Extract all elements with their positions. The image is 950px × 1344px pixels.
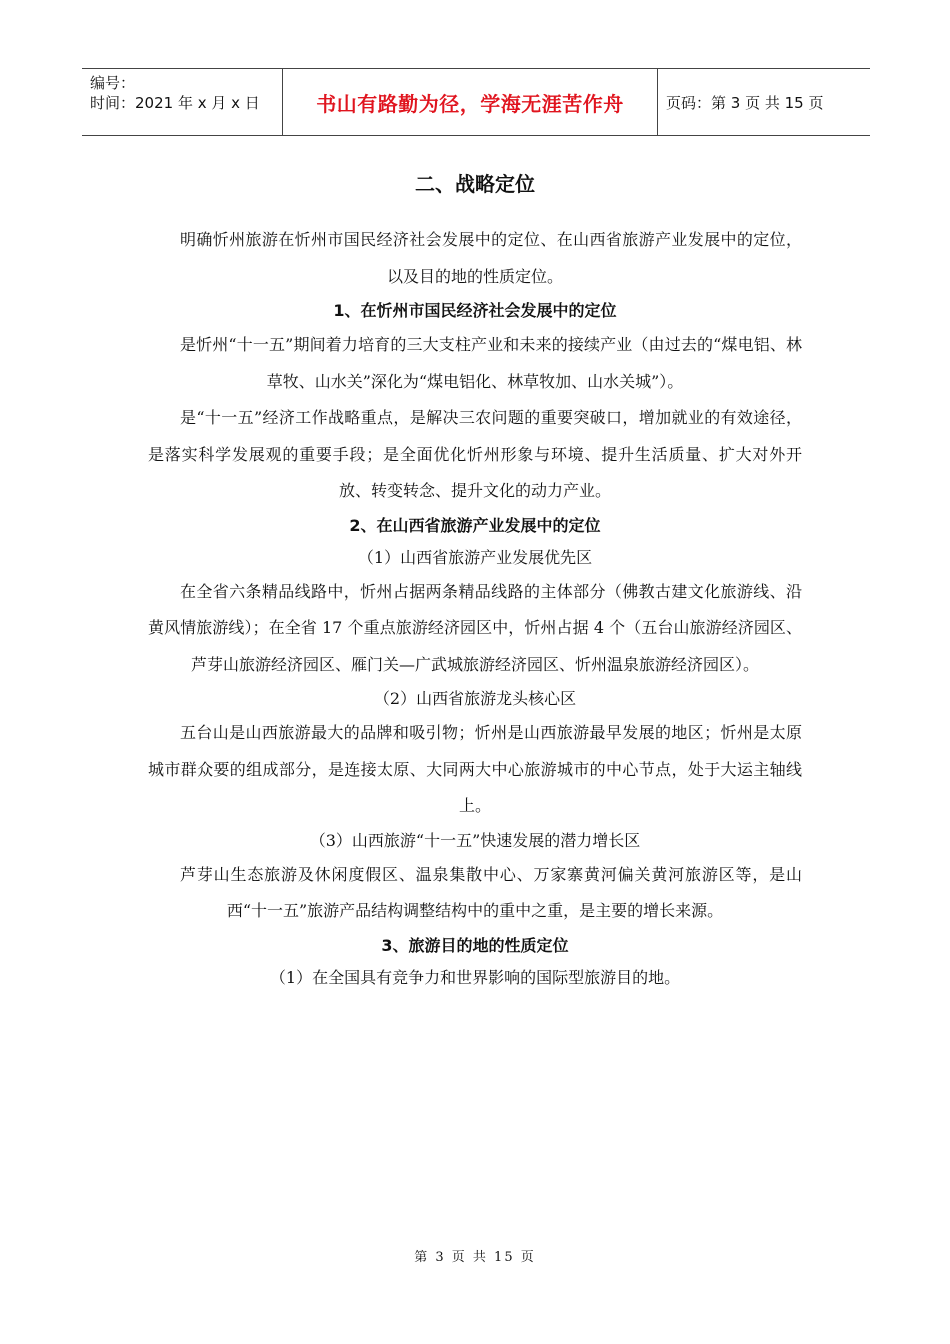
intro-paragraph: 明确忻州旅游在忻州市国民经济社会发展中的定位、在山西省旅游产业发展中的定位，以及目的地的性质定位。	[180, 230, 802, 286]
page-footer: 第 3 页 共 15 页	[414, 1250, 536, 1265]
section-3-heading: 3、旅游目的地的性质定位	[381, 935, 569, 955]
section-2-paragraph-2: 五台山是山西旅游最大的品牌和吸引物；忻州是山西旅游最早发展的地区；忻州是太原城市群众要的组成部分，是连接太原、大同两大中心旅游城市的中心节点，处于大运主轴线上。	[148, 723, 802, 815]
header-motto: 书山有路勤为径，学海无涯苦作舟	[282, 69, 658, 135]
code-label: 编号：	[90, 74, 136, 92]
header-page-info: 页码：第 3 页 共 15 页	[666, 93, 824, 112]
section-title: 二、战略定位	[415, 172, 535, 196]
section-2-heading: 2、在山西省旅游产业发展中的定位	[349, 515, 601, 535]
section-3-item-1: （1）在全国具有竞争力和世界影响的国际型旅游目的地。	[269, 967, 681, 987]
document-body	[148, 168, 802, 994]
header-meta	[82, 69, 282, 135]
date-label: 时间：2021 年 x 月 x 日	[90, 94, 260, 112]
section-1-heading: 1、在忻州市国民经济社会发展中的定位	[333, 301, 617, 320]
section-2-item-1: （1）山西省旅游产业发展优先区	[357, 547, 593, 567]
section-1-paragraph-2: 是“十一五”经济工作战略重点，是解决三农问题的重要突破口，增加就业的有效途径，是落实科学发展观的重要手段；是全面优化忻州形象与环境、提升生活质量、扩大对外开放、转变转念、提升文化的动力产业。	[148, 408, 802, 500]
page-header	[82, 68, 870, 136]
section-1-paragraph-1: 是忻州“十一五”期间着力培育的三大支柱产业和未来的接续产业（由过去的“煤电铝、林草牧、山水关”深化为“煤电铝化、林草牧加、山水关城”）。	[180, 335, 802, 391]
section-2-item-2: （2）山西省旅游龙头核心区	[373, 689, 577, 708]
section-2-paragraph-3: 芦芽山生态旅游及休闲度假区、温泉集散中心、万家寨黄河偏关黄河旅游区等，是山西“十一五”旅游产品结构调整结构中的重中之重，是主要的增长来源。	[180, 864, 802, 920]
section-2-paragraph-1: 在全省六条精品线路中，忻州占据两条精品线路的主体部分（佛教古建文化旅游线、沿黄风情旅游线）；在全省 17 个重点旅游经济园区中，忻州占据 4 个（五台山旅游经济园区、芦芽山旅游经济园区、雁门关—广武城旅游经济园区、忻州温泉旅游经济园区）。	[148, 581, 802, 674]
section-2-item-3: （3）山西旅游“十一五”快速发展的潜力增长区	[309, 830, 641, 850]
